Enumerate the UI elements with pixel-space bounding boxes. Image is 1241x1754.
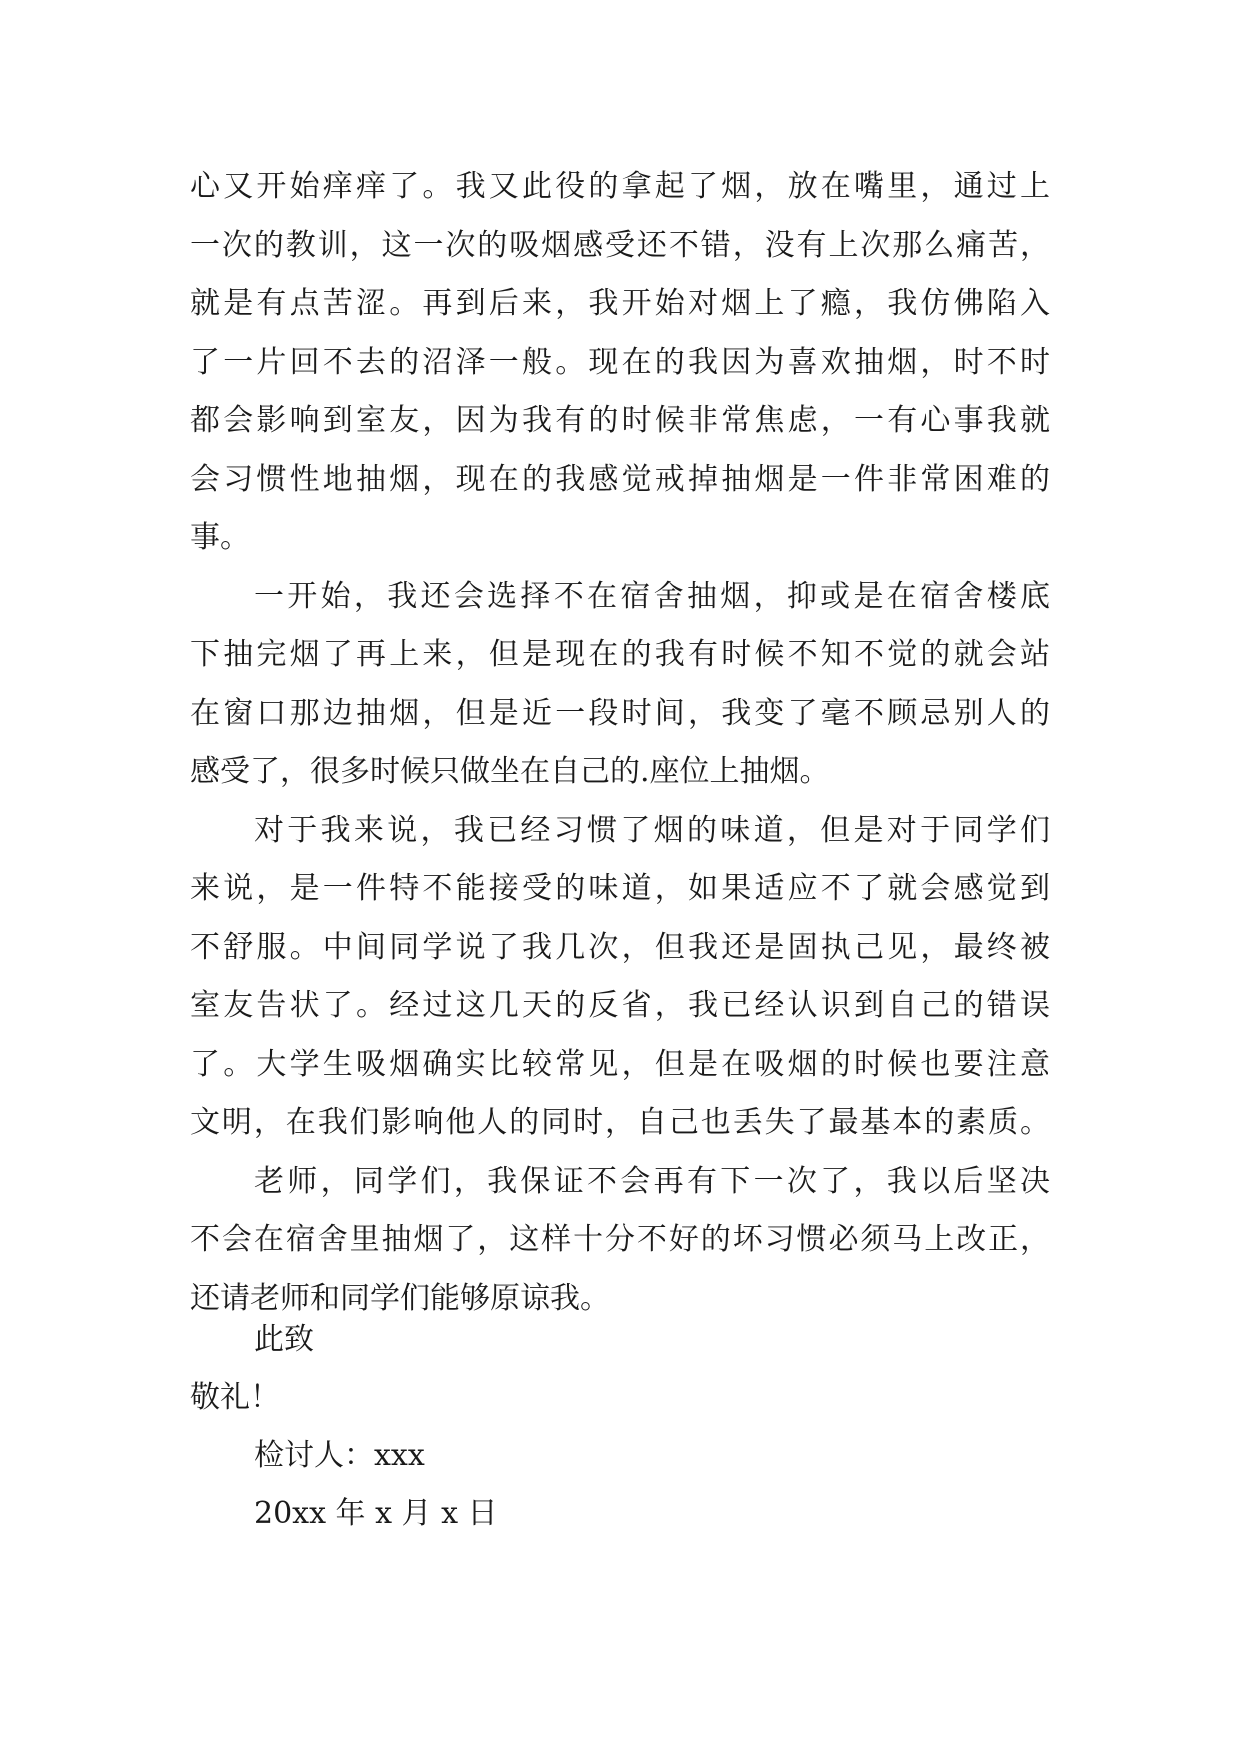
signer-name: 检讨人：xxx	[254, 1438, 425, 1473]
paragraph-line: 感受了，很多时候只做坐在自己的.座位上抽烟。	[190, 754, 830, 789]
paragraph-line: 就是有点苦涩。再到后来，我开始对烟上了瘾，我仿佛陷入	[190, 286, 1050, 321]
paragraph-line: 文明，在我们影响他人的同时，自己也丢失了最基本的素质。	[190, 1105, 1050, 1140]
paragraph-line: 不舒服。中间同学说了我几次，但我还是固执己见，最终被	[190, 929, 1050, 965]
paragraph-line: 了。大学生吸烟确实比较常见，但是在吸烟的时候也要注意	[190, 1046, 1050, 1082]
signature-date: 20xx 年 x 月 x 日	[254, 1496, 498, 1531]
paragraph-line: 心又开始痒痒了。我又此役的拿起了烟，放在嘴里，通过上	[190, 169, 1050, 204]
paragraph-line: 在窗口那边抽烟，但是近一段时间，我变了毫不顾忌别人的	[190, 695, 1050, 731]
paragraph-line: 事。	[190, 520, 250, 555]
document-body	[190, 158, 1050, 1328]
paragraph-line: 对于我来说，我已经习惯了烟的味道，但是对于同学们	[254, 812, 1050, 848]
paragraph-line: 不会在宿舍里抽烟了，这样十分不好的坏习惯必须马上改正，	[190, 1222, 1050, 1257]
closing-regards: 敬礼！	[190, 1380, 280, 1415]
paragraph-1	[190, 158, 1050, 568]
paragraph-line: 一次的教训，这一次的吸烟感受还不错，没有上次那么痛苦，	[190, 227, 1050, 263]
paragraph-4	[190, 1153, 1050, 1329]
paragraph-line: 还请老师和同学们能够原谅我。	[190, 1280, 610, 1316]
paragraph-line: 一开始，我还会选择不在宿舍抽烟，抑或是在宿舍楼底	[254, 578, 1050, 614]
paragraph-line: 了一片回不去的沼泽一般。现在的我因为喜欢抽烟，时不时	[190, 344, 1050, 380]
paragraph-line: 下抽完烟了再上来，但是现在的我有时候不知不觉的就会站	[190, 637, 1050, 672]
paragraph-line: 老师，同学们，我保证不会再有下一次了，我以后坚决	[254, 1163, 1050, 1199]
paragraph-2	[190, 568, 1050, 802]
paragraph-3	[190, 802, 1050, 1153]
paragraph-line: 来说，是一件特不能接受的味道，如果适应不了就会感觉到	[190, 871, 1050, 906]
paragraph-line: 都会影响到室友，因为我有的时候非常焦虑，一有心事我就	[190, 403, 1050, 438]
paragraph-line: 会习惯性地抽烟，现在的我感觉戒掉抽烟是一件非常困难的	[190, 461, 1050, 497]
closing-salutation: 此致	[254, 1322, 314, 1357]
paragraph-line: 室友告状了。经过这几天的反省，我已经认识到自己的错误	[190, 988, 1050, 1023]
